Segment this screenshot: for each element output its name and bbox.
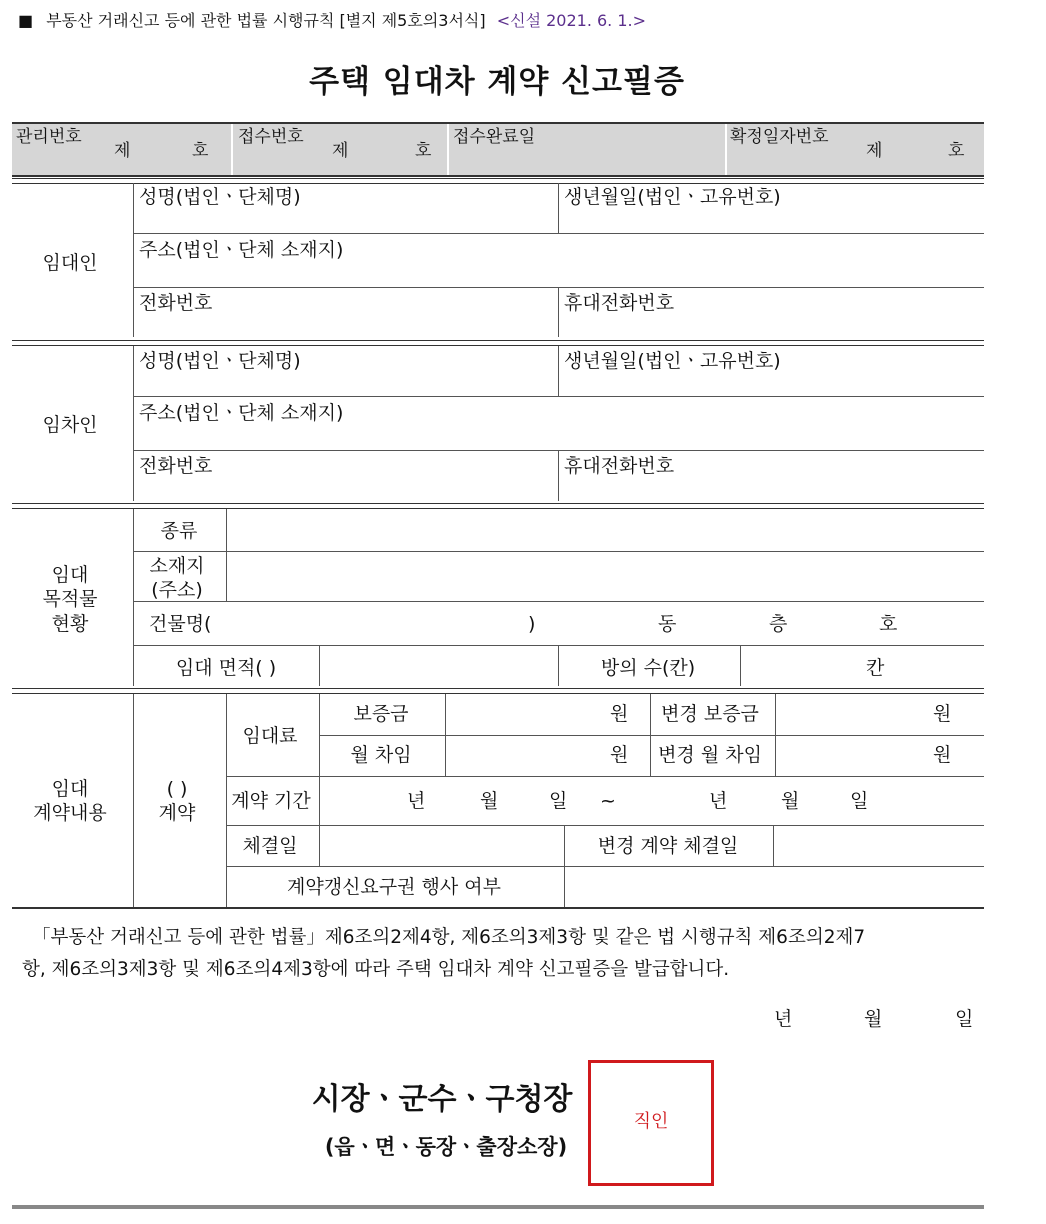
period-end-day: 일 (850, 790, 869, 812)
rent-label: 임대료 (242, 725, 298, 747)
form-reference (18, 10, 646, 32)
location-label-1: 소재지 (149, 555, 205, 577)
property-label-1: 임대 (51, 564, 89, 586)
building-close: ) (528, 613, 536, 635)
deposit-label: 보증금 (353, 703, 409, 725)
lessee-mobile-label: 휴대전화번호 (564, 455, 675, 477)
period-end-year: 년 (709, 790, 728, 812)
rooms-label: 방의 수(칸) (600, 657, 696, 679)
receipt-no-ho: 호 (415, 141, 432, 161)
fixed-date-no-ho: 호 (948, 141, 965, 161)
receipt-no-label: 접수번호 (238, 127, 304, 147)
kan-label: 칸 (866, 657, 885, 679)
statement-line-1: 「부동산 거래신고 등에 관한 법률」제6조의2제4항, 제6조의3제3항 및 같은 법 시행규칙 제6조의2제7 (32, 927, 866, 948)
issuer-title: 시장ㆍ군수ㆍ구청장 (311, 1082, 573, 1117)
location-label-2: (주소) (151, 579, 203, 601)
changed-monthly-won: 원 (933, 744, 952, 766)
mgmt-no-label: 관리번호 (16, 127, 82, 147)
square-icon: ■ (18, 11, 34, 30)
changed-deposit-won: 원 (933, 703, 952, 725)
deposit-won: 원 (610, 703, 629, 725)
building-label: 건물명( (149, 613, 212, 635)
property-label-3: 현황 (51, 613, 89, 635)
period-label: 계약 기간 (231, 790, 311, 812)
receipt-no-je: 제 (332, 141, 349, 161)
lessor-birth-label: 생년월일(법인ㆍ고유번호) (564, 186, 781, 208)
seal-label: 직인 (633, 1111, 669, 1132)
issue-year: 년 (774, 1008, 793, 1030)
signed-date-label: 체결일 (242, 835, 298, 857)
period-start-year: 년 (407, 790, 426, 812)
fixed-date-no-je: 제 (866, 141, 883, 161)
monthly-won: 원 (610, 744, 629, 766)
property-label-2: 목적물 (42, 588, 98, 610)
floor-label: 층 (769, 613, 788, 635)
renewal-label: 계약갱신요구권 행사 여부 (287, 876, 501, 898)
period-start-month: 월 (480, 790, 499, 812)
complete-date-label: 접수완료일 (453, 127, 536, 147)
bottom-rule (12, 1205, 984, 1209)
lessor-name-label: 성명(법인ㆍ단체명) (139, 186, 301, 208)
lessor-address-label: 주소(법인ㆍ단체 소재지) (139, 239, 344, 261)
contract-label-2: 계약내용 (33, 802, 107, 824)
changed-monthly-label: 변경 월 차임 (658, 744, 762, 766)
ho-label: 호 (879, 613, 898, 635)
legal-reference: 부동산 거래신고 등에 관한 법률 시행규칙 [별지 제5호의3서식] (46, 11, 486, 30)
contract-type-label: 계약 (158, 802, 196, 824)
kind-label: 종류 (160, 520, 198, 542)
mgmt-no-je: 제 (114, 141, 131, 161)
lessee-address-label: 주소(법인ㆍ단체 소재지) (139, 402, 344, 424)
new-note: <신설 2021. 6. 1.> (496, 11, 647, 30)
lessor-label: 임대인 (42, 252, 98, 274)
fixed-date-no-label: 확정일자번호 (730, 127, 829, 147)
lessee-phone-label: 전화번호 (139, 455, 213, 477)
dong-label: 동 (658, 613, 677, 635)
area-label: 임대 면적( ) (175, 657, 277, 679)
contract-label-1: 임대 (51, 778, 89, 800)
period-start-day: 일 (549, 790, 568, 812)
lessor-mobile-label: 휴대전화번호 (564, 292, 675, 314)
contract-type-paren: ( ) (166, 778, 188, 800)
monthly-label: 월 차임 (350, 744, 412, 766)
page-title: 주택 임대차 계약 신고필증 (309, 64, 685, 100)
changed-signed-date-label: 변경 계약 체결일 (597, 835, 739, 857)
issue-month: 월 (864, 1008, 883, 1030)
changed-deposit-label: 변경 보증금 (661, 703, 759, 725)
period-end-month: 월 (781, 790, 800, 812)
lessee-birth-label: 생년월일(법인ㆍ고유번호) (564, 350, 781, 372)
period-tilde: ~ (600, 790, 616, 812)
lessee-label: 임차인 (42, 414, 98, 436)
mgmt-no-ho: 호 (192, 141, 209, 161)
lessor-phone-label: 전화번호 (139, 292, 213, 314)
issuer-subtitle: (읍ㆍ면ㆍ동장ㆍ출장소장) (324, 1135, 568, 1159)
lessee-name-label: 성명(법인ㆍ단체명) (139, 350, 301, 372)
issue-day: 일 (955, 1008, 974, 1030)
statement-line-2: 항, 제6조의3제3항 및 제6조의4제3항에 따라 주택 임대차 계약 신고필증을 발급합니다. (22, 959, 730, 980)
